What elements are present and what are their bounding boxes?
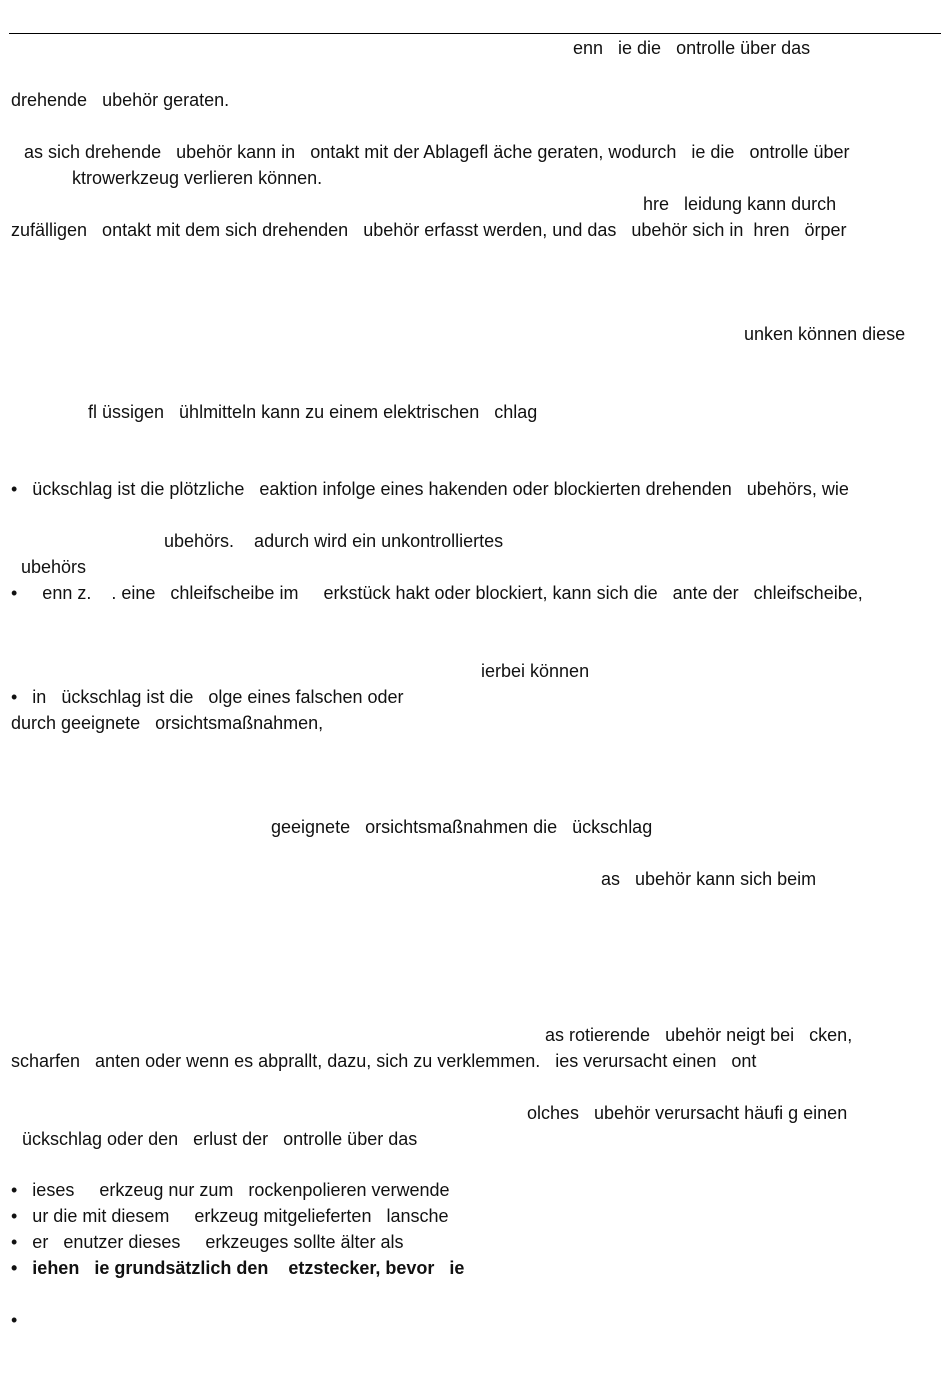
bullet-line: • in ückschlag ist die olge eines falschen oder — [11, 687, 404, 707]
text-line: enn ie die ontrolle über das — [573, 38, 811, 58]
top-rule — [9, 33, 941, 34]
text-line: ierbei können — [481, 661, 590, 681]
bullet-line: • ur die mit diesem erkzeug mitgelieferten lansche — [11, 1206, 449, 1226]
bullet-line: • enn z. . eine chleifscheibe im erkstück hakt oder blockiert, kann sich die ante der chleifscheibe, — [11, 583, 863, 603]
bullet-line-bold: • iehen ie grundsätzlich den etzstecker, bevor ie — [11, 1258, 465, 1278]
text-line: zufälligen ontakt mit dem sich drehenden ubehör erfasst werden, und das ubehör sich in hren örper — [11, 220, 847, 240]
bullet-line: • — [11, 1310, 18, 1330]
bullet-line: • er enutzer dieses erkzeuges sollte älter als — [11, 1232, 404, 1252]
text-line: durch geeignete orsichtsmaßnahmen, — [11, 713, 324, 733]
text-line: as rotierende ubehör neigt bei cken, — [545, 1025, 853, 1045]
text-line: olches ubehör verursacht häufi g einen — [527, 1103, 848, 1123]
text-line: scharfen anten oder wenn es abprallt, dazu, sich zu verklemmen. ies verursacht einen ont — [11, 1051, 757, 1071]
text-line: as sich drehende ubehör kann in ontakt mit der Ablagefl äche geraten, wodurch ie die ontrolle über — [24, 142, 850, 162]
text-line: hre leidung kann durch — [643, 194, 837, 214]
text-line: unken können diese — [744, 324, 906, 344]
text-line: geeignete orsichtsmaßnahmen die ückschlag — [271, 817, 653, 837]
text-line: ubehörs. adurch wird ein unkontrolliertes — [164, 531, 504, 551]
bullet-line: • ieses erkzeug nur zum rockenpolieren verwende — [11, 1180, 450, 1200]
text-line: ubehörs — [21, 557, 87, 577]
text-line: drehende ubehör geraten. — [11, 90, 230, 110]
text-line: ktrowerkzeug verlieren können. — [72, 168, 323, 188]
text-line: fl üssigen ühlmitteln kann zu einem elektrischen chlag — [88, 402, 538, 422]
text-line: ückschlag oder den erlust der ontrolle über das — [22, 1129, 418, 1149]
text-line: as ubehör kann sich beim — [601, 869, 817, 889]
bullet-line: • ückschlag ist die plötzliche eaktion infolge eines hakenden oder blockierten drehenden ubehörs, wie — [11, 479, 849, 499]
